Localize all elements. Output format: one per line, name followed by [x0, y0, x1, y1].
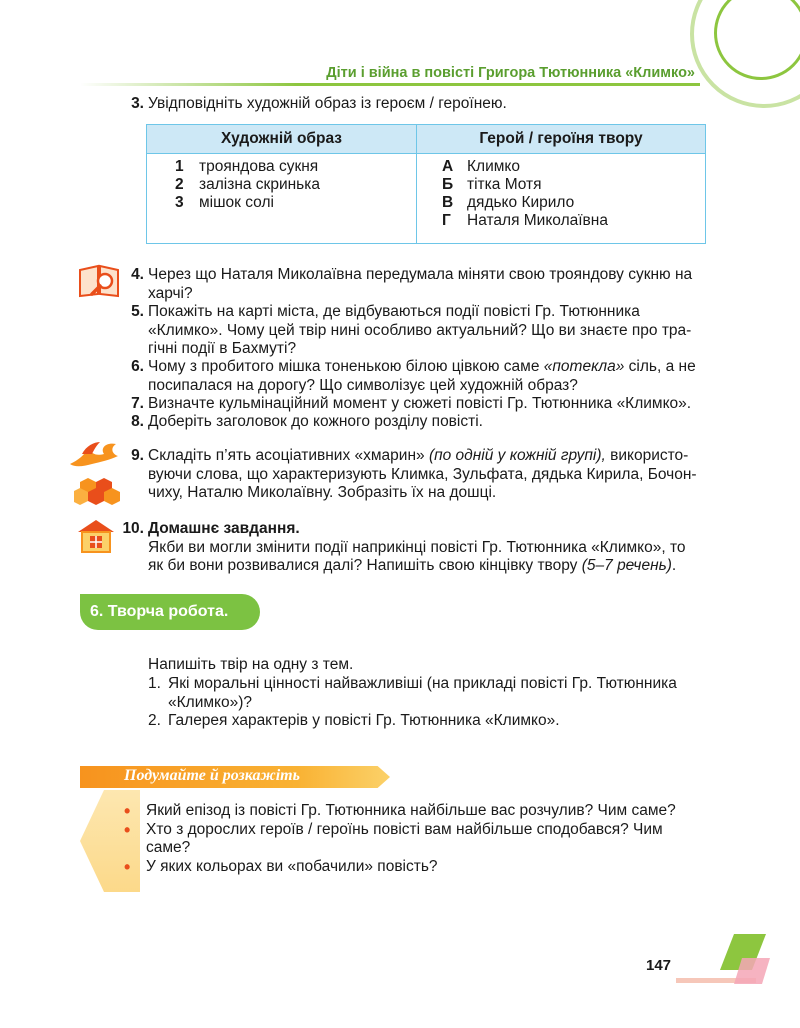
header-line: [80, 83, 700, 86]
table-row-text: Наталя Миколаївна: [467, 212, 608, 229]
creative-intro: Напишіть твір на одну з тем.: [148, 656, 354, 673]
task-6-number: 6.: [131, 358, 144, 375]
task-3-text: Увідповідніть художній образ із героєм / героїнею.: [148, 95, 507, 112]
task-10-text: Домашнє завдання. Якби ви могли змінити події наприкінці повісті Гр. Тютюнника «Климко», то як би вони розвивалися далі? Напишіть свою кінцівку твору (5–7 речень).: [148, 520, 686, 574]
table-row-text: Климко: [467, 158, 520, 175]
creative-topics: [148, 675, 708, 731]
table-row-num: 2: [175, 176, 184, 193]
matching-table: [146, 124, 706, 244]
task-7-number: 7.: [131, 395, 144, 412]
table-row-num: 1: [175, 158, 184, 175]
table-row-letter: Б: [442, 176, 454, 193]
chapter-title: Діти і війна в повісті Григора Тютюнника «Климко»: [326, 65, 695, 81]
task-4-text: Через що Наталя Миколаївна передумала міняти свою трояндову сукню на харчі?: [148, 266, 693, 302]
list-item: • Який епізод із повісті Гр. Тютюнника найбільше вас розчулив? Чим саме?: [124, 801, 676, 821]
table-row-letter: В: [442, 194, 454, 211]
table-row-letter: А: [442, 158, 454, 175]
page-number: 147: [646, 957, 672, 974]
think-title: Подумайте й розкажіть: [124, 767, 300, 784]
table-row-text: дядько Кирило: [467, 194, 575, 211]
table-row-text: трояндова сукня: [199, 158, 319, 175]
task-3-number: 3.: [131, 95, 144, 112]
list-item: 2. Галерея характерів у повісті Гр. Тютюнника «Климко».: [148, 712, 560, 729]
table-header-hero: Герой / героїня твору: [479, 130, 643, 147]
table-row-text: тітка Мотя: [467, 176, 542, 193]
think-list: [124, 802, 708, 876]
table-row-text: залізна скринька: [199, 176, 320, 193]
list-item: • У яких кольорах ви «побачили» повість?: [124, 856, 438, 877]
task-9-text: Складіть п’ять асоціативних «хмарин» (по одній у кожній групі), використо- вуючи слова, що характеризують Климка, Зульфата, дядька Кирила, Бочон- чиху, Наталю Миколаївну. Зобразіть їх на дошці.: [148, 447, 697, 501]
task-5-text: Покажіть на карті міста, де відбуваються події повісті Гр. Тютюнника «Климко». Чому цей твір нині особливо актуальний? Що ви знаєте про тра- гічні події в Бахмуті?: [148, 303, 692, 357]
list-item: • Хто з дорослих героїв / героїнь повісті вам найбільше сподобався? Чим саме?: [124, 819, 663, 856]
table-row-num: 3: [175, 194, 184, 211]
table-row-letter: Г: [442, 212, 451, 229]
task-9-number: 9.: [131, 447, 144, 464]
table-row-text: мішок солі: [199, 194, 274, 211]
task-8-text: Доберіть заголовок до кожного розділу повісті.: [148, 413, 483, 430]
footer-parallelograms: [712, 934, 770, 986]
task-7-text: Визначте кульмінаційний момент у сюжеті повісті Гр. Тютюнника «Климко».: [148, 395, 692, 412]
task-4-number: 4.: [131, 266, 144, 283]
task-6-text: Чому з пробитого мішка тоненькою білою цівкою саме «потекла» сіль, а не посипалася на дорогу? Що символізує цей художній образ?: [148, 358, 696, 394]
creative-work-heading: 6. Творча робота.: [80, 594, 260, 630]
table-header-image: Художній образ: [221, 130, 342, 147]
list-item: 1. Які моральні цінності найважливіші (на прикладі повісті Гр. Тютюнника «Климко»)?: [148, 675, 677, 711]
task-5-number: 5.: [131, 303, 144, 320]
task-10-number: 10.: [122, 520, 144, 537]
hexagons-icon: [74, 476, 124, 506]
task-8-number: 8.: [131, 413, 144, 430]
